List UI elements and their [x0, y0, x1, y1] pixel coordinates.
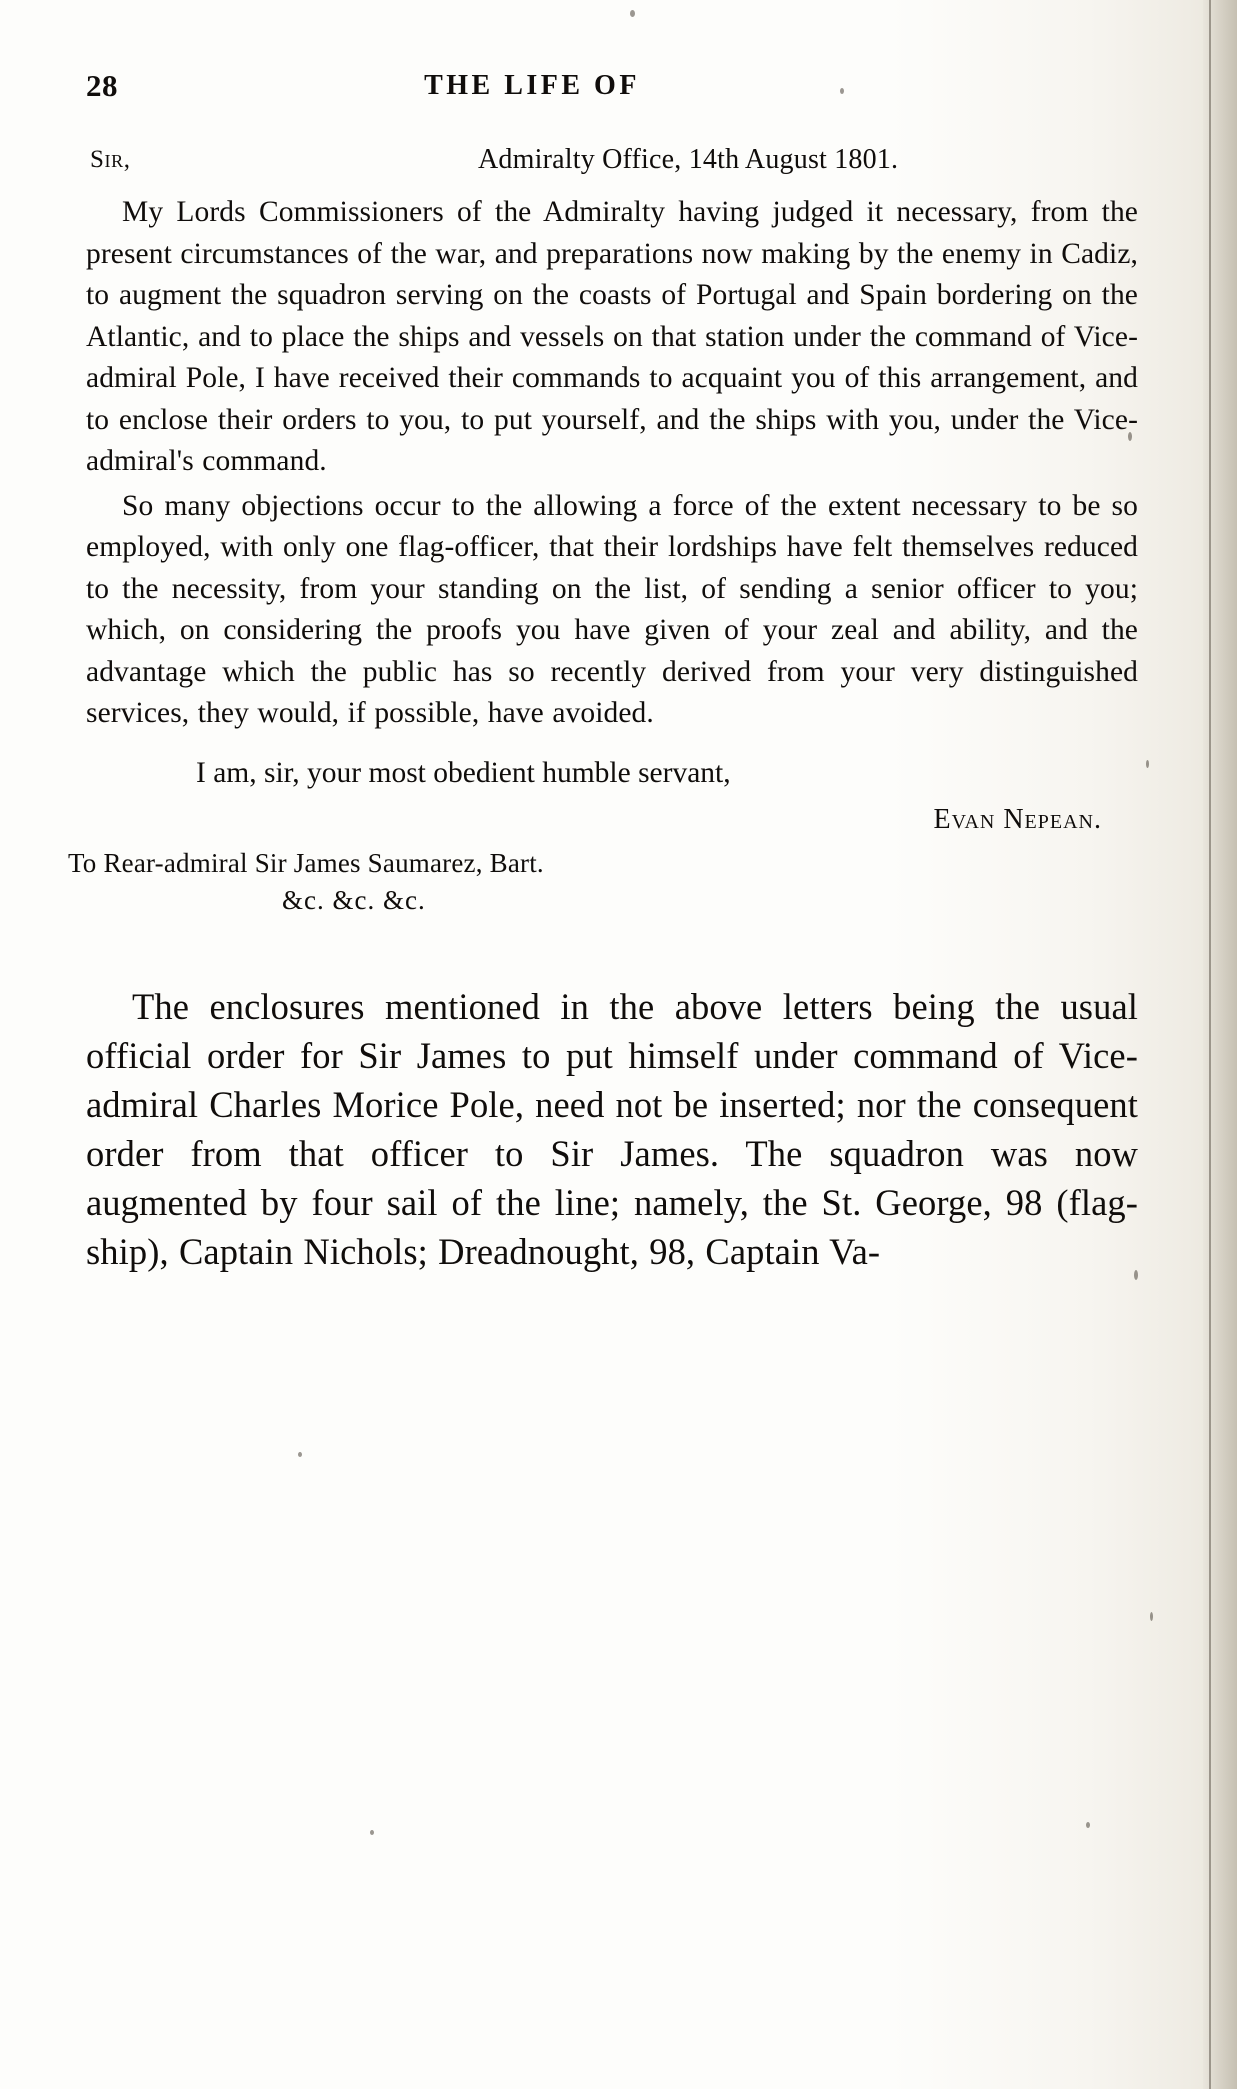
page-content: [68, 0, 1138, 1276]
letter-heading: [86, 144, 1138, 192]
page-title: THE LIFE OF: [424, 70, 640, 101]
paper-speck: [1146, 760, 1149, 768]
scan-edge-line: [1209, 0, 1211, 2089]
letter-closing: I am, sir, your most obedient humble servant,: [196, 756, 731, 789]
running-head: [86, 52, 1138, 138]
page-number: 28: [86, 68, 118, 103]
letter-addressee: To Rear-admiral Sir James Saumarez, Bart.: [68, 847, 544, 878]
paper-speck: [1086, 1822, 1090, 1828]
letter-dateline: Admiralty Office, 14th August 1801.: [478, 144, 899, 175]
letter-etc: &c. &c. &c.: [282, 884, 426, 915]
paper-speck: [1150, 1612, 1153, 1621]
narrative-paragraph: The enclosures mentioned in the above letters being the usual official order for Sir James to put himself under command of Vice-admiral Charles Morice Pole, need not be inserted; nor the consequent order from that officer to Sir James. The squadron was now augmented by four sail of the line; namely, the St. George, 98 (flag-ship), Captain Nichols; Dreadnought, 98, Captain Va-: [86, 985, 1138, 1272]
paper-speck: [370, 1830, 374, 1835]
letter-signature: Evan Nepean.: [933, 803, 1102, 835]
letter-paragraph: My Lords Commissioners of the Admiralty having judged it necessary, from the present circumstances of the war, and preparations now making by the enemy in Cadiz, to augment the squadron serving on the coasts of Portugal and Spain bordering on the Atlantic, and to place the ships and vessels on that station under the command of Vice-admiral Pole, I have received their commands to acquaint you of this arrangement, and to enclose their orders to you, to put yourself, and the ships with you, under the Vice-admiral's command.: [86, 196, 1138, 477]
letter-paragraph: So many objections occur to the allowing a force of the extent necessary to be so employed, with only one flag-officer, that their lordships have felt themselves reduced to the necessity, from your standing on the list, of sending a senior officer to you; which, on considering the proofs you have given of your zeal and ability, and the advantage which the public has so recently derived from your very distinguished services, they would, if possible, have avoided.: [86, 489, 1138, 729]
narrative-block: [86, 982, 1138, 1276]
paper-speck: [298, 1452, 302, 1457]
letter-salutation: Sir,: [90, 146, 131, 173]
